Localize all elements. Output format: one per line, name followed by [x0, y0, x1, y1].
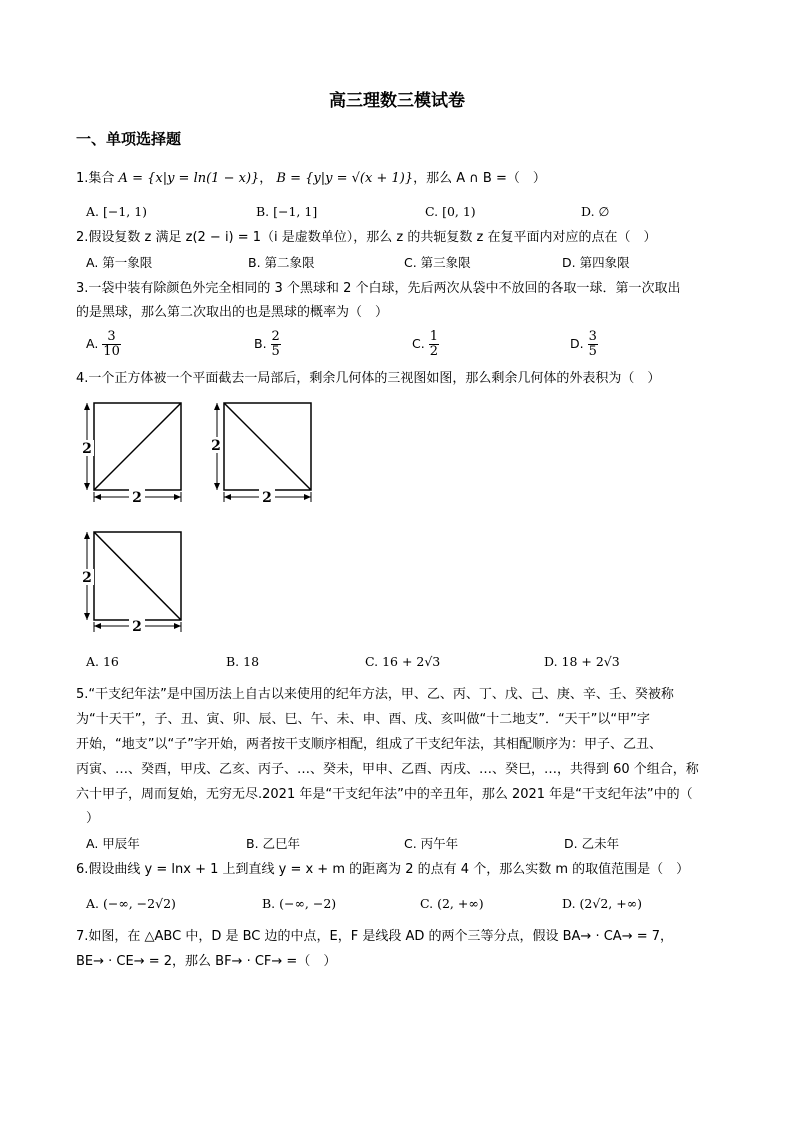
q3-option-d-den: 5 — [588, 344, 597, 359]
top-view-figure — [76, 526, 186, 636]
q3-option-c-label: C. — [412, 336, 425, 351]
q3-option-c[interactable] — [412, 330, 439, 359]
q3-option-a-label: A. — [86, 336, 99, 351]
side-view-diagonal — [224, 403, 311, 490]
q6-option-b[interactable]: B. (−∞, −2) — [262, 896, 337, 911]
q4-option-c[interactable]: C. 16 + 2√3 — [365, 654, 441, 669]
top-view-height-label: 2 — [82, 570, 92, 586]
front-view-width-label: 2 — [132, 490, 142, 506]
question-5-line-2: 为“十天干”，子、丑、寅、卯、辰、巳、午、未、申、酉、戌、亥叫做“十二地支”．“天干”以“甲”字 — [76, 712, 650, 727]
q2-option-b[interactable]: B. 第二象限 — [248, 255, 315, 270]
q3-option-d-label: D. — [570, 336, 584, 351]
q6-option-a[interactable]: A. (−∞, −2√2) — [86, 896, 176, 911]
q1-option-a[interactable]: A. [−1, 1) — [86, 204, 148, 219]
q3-option-b[interactable] — [254, 330, 281, 359]
q4-option-d[interactable]: D. 18 + 2√3 — [544, 654, 620, 669]
front-view-arrow-left — [94, 494, 101, 500]
q1-option-c[interactable]: C. [0, 1) — [425, 204, 476, 219]
top-view-diagonal — [94, 532, 181, 620]
side-view-arrow-up — [214, 403, 220, 410]
q5-option-c[interactable]: C. 丙午年 — [404, 836, 459, 851]
question-5-line-3: 开始，“地支”以“子”字开始，两者按干支顺序相配，组成了干支纪年法，其相配顺序为：甲子、乙丑、 — [76, 737, 662, 752]
side-view-svg — [204, 396, 316, 508]
side-view-arrow-right — [304, 494, 311, 500]
q3-option-c-fraction — [429, 330, 439, 359]
top-view-width-label: 2 — [132, 619, 142, 635]
question-5-line-1: 5.“干支纪年法”是中国历法上自古以来使用的纪年方法，甲、乙、丙、丁、戊、己、庚、辛、壬、癸被称 — [76, 687, 674, 702]
q1-mid: ， — [259, 171, 277, 186]
q3-option-a-fraction — [102, 330, 121, 359]
q3-option-d[interactable] — [570, 330, 598, 359]
question-7-line-2: BE→ · CE→ = 2，那么 BF→ · CF→ =（ ） — [76, 954, 337, 969]
question-5-line-4: 丙寅、…、癸酉，甲戌、乙亥、丙子、…、癸未，甲申、乙酉、丙戌、…、癸巳，…，共得到 60 个组合，称 — [76, 762, 699, 777]
front-view-arrow-down — [84, 483, 90, 490]
q2-option-c[interactable]: C. 第三象限 — [404, 255, 471, 270]
q1-set-b: B = {y|y = √(x + 1)} — [276, 171, 414, 186]
q3-option-b-label: B. — [254, 336, 267, 351]
question-1 — [76, 171, 546, 187]
q3-option-d-num: 3 — [588, 329, 597, 344]
question-3-line-2: 的是黑球，那么第二次取出的也是黑球的概率为（ ） — [76, 305, 389, 320]
front-view-arrow-up — [84, 403, 90, 410]
q5-option-b[interactable]: B. 乙巳年 — [246, 836, 301, 851]
side-view-height-label: 2 — [211, 438, 221, 454]
q3-option-a-num: 3 — [102, 330, 121, 345]
question-5-line-5: 六十甲子，周而复始，无穷无尽.2021 年是“干支纪年法”中的辛丑年，那么 2021 年是“干支纪年法”中的（ — [76, 787, 693, 802]
front-view-diagonal — [94, 403, 181, 490]
question-4: 4.一个正方体被一个平面截去一局部后，剩余几何体的三视图如图，那么剩余几何体的外表积为（ ） — [76, 371, 661, 386]
q1-option-b[interactable]: B. [−1, 1] — [256, 204, 318, 219]
q3-option-d-fraction — [588, 330, 598, 359]
q1-option-d[interactable]: D. ∅ — [581, 204, 610, 219]
front-view-svg — [76, 396, 186, 508]
q3-option-b-den: 5 — [271, 344, 280, 359]
q2-option-a[interactable]: A. 第一象限 — [86, 255, 153, 270]
q6-option-c[interactable]: C. (2, +∞) — [420, 896, 484, 911]
q4-option-b[interactable]: B. 18 — [226, 654, 260, 669]
q1-set-a: A = {x|y = ln(1 − x)} — [118, 171, 260, 186]
question-2: 2.假设复数 z 满足 z(2 − i) = 1（i 是虚数单位），那么 z 的共轭复数 z 在复平面内对应的点在（ ） — [76, 230, 657, 245]
q3-option-c-den: 2 — [429, 344, 438, 359]
q4-option-a[interactable]: A. 16 — [86, 654, 119, 669]
q5-option-a[interactable]: A. 甲辰年 — [86, 836, 140, 851]
q1-prefix: 1.集合 — [76, 171, 119, 186]
page-title: 高三理数三模试卷 — [329, 91, 465, 111]
front-view-figure — [76, 396, 186, 508]
q3-option-a-den: 10 — [103, 344, 120, 359]
side-view-figure — [204, 396, 316, 508]
side-view-arrow-down — [214, 483, 220, 490]
side-view-arrow-left — [224, 494, 231, 500]
q2-option-d[interactable]: D. 第四象限 — [562, 255, 630, 270]
q1-suffix: ，那么 A ∩ B =（ ） — [413, 171, 546, 186]
side-view-width-label: 2 — [262, 490, 272, 506]
question-3-line-1: 3.一袋中装有除颜色外完全相同的 3 个黑球和 2 个白球，先后两次从袋中不放回的各取一球．第一次取出 — [76, 281, 681, 296]
q3-option-a[interactable] — [86, 330, 121, 359]
section-heading: 一、单项选择题 — [76, 130, 182, 148]
q3-option-b-num: 2 — [271, 329, 280, 344]
front-view-arrow-right — [174, 494, 181, 500]
front-view-height-label: 2 — [82, 441, 92, 457]
q6-option-d[interactable]: D. (2√2, +∞) — [562, 896, 642, 911]
top-view-arrow-down — [84, 613, 90, 620]
question-7-line-1: 7.如图，在 △ABC 中，D 是 BC 边的中点，E，F 是线段 AD 的两个三等分点，假设 BA→ · CA→ = 7， — [76, 929, 674, 944]
q5-option-d[interactable]: D. 乙未年 — [564, 836, 620, 851]
top-view-svg — [76, 526, 186, 636]
top-view-arrow-right — [174, 623, 181, 629]
q3-option-b-fraction — [271, 330, 281, 359]
top-view-arrow-left — [94, 623, 101, 629]
top-view-arrow-up — [84, 532, 90, 539]
q3-option-c-num: 1 — [429, 329, 438, 344]
question-6: 6.假设曲线 y = lnx + 1 上到直线 y = x + m 的距离为 2 的点有 4 个，那么实数 m 的取值范围是（ ） — [76, 862, 690, 877]
question-5-line-6: ） — [86, 811, 100, 826]
